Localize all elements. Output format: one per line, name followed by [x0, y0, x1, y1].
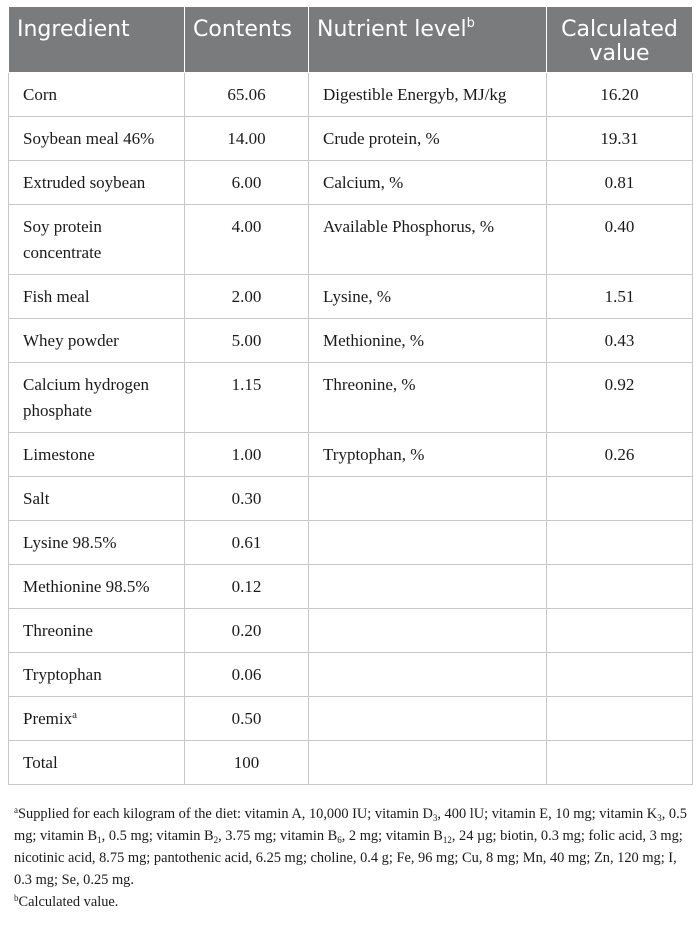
- cell-contents-text: 0.61: [231, 533, 262, 552]
- cell-contents: [185, 433, 309, 477]
- header-ingredient: Ingredient: [9, 7, 185, 73]
- cell-nutrient-level-text: Lysine, %: [323, 287, 391, 306]
- cell-calculated-value: [547, 565, 693, 609]
- cell-contents: [185, 697, 309, 741]
- cell-nutrient-level: [309, 697, 547, 741]
- header-calculated-value: Calculated value: [547, 7, 693, 73]
- cell-contents: [185, 565, 309, 609]
- cell-ingredient-text: Soybean meal 46%: [23, 129, 155, 148]
- cell-nutrient-level: [309, 565, 547, 609]
- cell-nutrient-level: [309, 609, 547, 653]
- cell-ingredient-text: Fish meal: [23, 287, 90, 306]
- cell-calculated-value: [547, 363, 693, 433]
- cell-ingredient: [9, 653, 185, 697]
- cell-ingredient: [9, 521, 185, 565]
- cell-ingredient: [9, 73, 185, 117]
- cell-ingredient-text: Calcium hydrogen phosphate: [23, 375, 150, 420]
- table-row: [9, 73, 693, 117]
- cell-ingredient: [9, 319, 185, 363]
- cell-contents-text: 0.06: [231, 665, 262, 684]
- cell-contents-text: 1.00: [231, 445, 262, 464]
- cell-nutrient-level: [309, 161, 547, 205]
- cell-ingredient: [9, 161, 185, 205]
- cell-contents: [185, 653, 309, 697]
- cell-ingredient: [9, 609, 185, 653]
- cell-nutrient-level-text: Available Phosphorus, %: [323, 217, 495, 236]
- cell-contents: [185, 117, 309, 161]
- cell-ingredient-text: Extruded soybean: [23, 173, 146, 192]
- cell-contents: [185, 741, 309, 785]
- cell-calculated-value: [547, 741, 693, 785]
- cell-calculated-value: [547, 697, 693, 741]
- cell-contents-text: 0.30: [231, 489, 262, 508]
- cell-calculated-value-text: 19.31: [600, 129, 639, 148]
- cell-calculated-value-text: 1.51: [604, 287, 635, 306]
- cell-ingredient-text: Methionine 98.5%: [23, 577, 150, 596]
- cell-calculated-value: [547, 319, 693, 363]
- cell-contents-text: 6.00: [231, 173, 262, 192]
- cell-nutrient-level: [309, 477, 547, 521]
- cell-nutrient-level: [309, 521, 547, 565]
- footnote-a-text-5: , 3.75 mg; vitamin B: [218, 828, 338, 844]
- cell-calculated-value: [547, 609, 693, 653]
- cell-ingredient-text: Whey powder: [23, 331, 119, 350]
- header-nutrient-level: [309, 7, 547, 73]
- footnote-a-sub-6: 12: [442, 835, 452, 845]
- footnote-b-text: Calculated value.: [18, 894, 119, 910]
- table-header: [9, 7, 693, 73]
- table-row: [9, 521, 693, 565]
- cell-contents: [185, 73, 309, 117]
- cell-nutrient-level-text: Methionine, %: [323, 331, 425, 350]
- cell-calculated-value-text: 0.81: [604, 173, 635, 192]
- table-footnotes: [14, 803, 690, 913]
- cell-calculated-value: [547, 205, 693, 275]
- footnote-a-sub-4: 2: [213, 835, 219, 845]
- footnote-a-sub-3: 1: [97, 835, 102, 845]
- cell-ingredient: [9, 477, 185, 521]
- footnote-a-text-1: Supplied for each kilogram of the diet: vitamin A, 10,000 IU; vitamin D: [18, 806, 433, 822]
- footnote-a-sub-5: 6: [337, 835, 342, 845]
- cell-calculated-value-text: 0.26: [604, 445, 635, 464]
- cell-calculated-value-text: 0.40: [604, 217, 635, 236]
- cell-nutrient-level: [309, 741, 547, 785]
- table-row: [9, 275, 693, 319]
- table-row: [9, 653, 693, 697]
- cell-nutrient-level-text: Crude protein, %: [323, 129, 440, 148]
- cell-calculated-value-text: 0.92: [604, 375, 635, 394]
- cell-nutrient-level: [309, 433, 547, 477]
- table-row: [9, 477, 693, 521]
- cell-contents-text: 100: [233, 753, 260, 772]
- table-row: [9, 161, 693, 205]
- cell-contents-text: 0.20: [231, 621, 262, 640]
- cell-contents-text: 1.15: [231, 375, 262, 394]
- cell-calculated-value: [547, 653, 693, 697]
- cell-calculated-value-text: 16.20: [600, 85, 639, 104]
- cell-nutrient-level: [309, 363, 547, 433]
- table-row: [9, 609, 693, 653]
- cell-calculated-value: [547, 477, 693, 521]
- table-row: [9, 363, 693, 433]
- cell-ingredient-text: Threonine: [23, 621, 93, 640]
- cell-contents: [185, 521, 309, 565]
- cell-nutrient-level: [309, 205, 547, 275]
- cell-contents: [185, 161, 309, 205]
- cell-contents-text: 14.00: [227, 129, 266, 148]
- cell-calculated-value-text: 0.43: [604, 331, 635, 350]
- header-row: [9, 7, 693, 73]
- cell-ingredient-text: Salt: [23, 489, 50, 508]
- footnote-a-text-4: , 0.5 mg; vitamin B: [101, 828, 214, 844]
- cell-ingredient: [9, 741, 185, 785]
- cell-ingredient-text: Corn: [23, 85, 57, 104]
- cell-calculated-value: [547, 433, 693, 477]
- footnote-a-sub-2: 3: [657, 813, 662, 823]
- cell-calculated-value: [547, 73, 693, 117]
- table-row: [9, 319, 693, 363]
- cell-ingredient-text: Tryptophan: [23, 665, 102, 684]
- cell-calculated-value: [547, 161, 693, 205]
- table-row: [9, 433, 693, 477]
- cell-ingredient-text: Total: [23, 753, 58, 772]
- cell-nutrient-level: [309, 117, 547, 161]
- cell-nutrient-level: [309, 653, 547, 697]
- cell-contents: [185, 477, 309, 521]
- cell-contents-text: 5.00: [231, 331, 262, 350]
- cell-nutrient-level-text: Calcium, %: [323, 173, 404, 192]
- cell-ingredient-text: Premix: [23, 709, 73, 728]
- footnote-a-text-6: , 2 mg; vitamin B: [341, 828, 443, 844]
- cell-nutrient-level: [309, 275, 547, 319]
- footnote-b-marker: b: [14, 893, 19, 903]
- cell-nutrient-level-text: Digestible Energyb, MJ/kg: [323, 85, 507, 104]
- table-body: [9, 73, 693, 785]
- cell-nutrient-level: [309, 319, 547, 363]
- diet-composition-table: [8, 6, 693, 785]
- header-contents: Contents: [185, 7, 309, 73]
- cell-contents-text: 0.12: [231, 577, 262, 596]
- footnote-a-text-7: , 24 µg; biotin, 0.3 mg; folic acid, 3 mg; nicotinic acid, 8.75 mg; pantothenic acid, 6.25 mg; choline, 0.4 g; Fe, 96 mg; Cu, 8 mg; Mn, 40 mg; Zn, 120 mg; I, 0.3 mg; Se, 0.25 mg.: [14, 828, 683, 888]
- footnote-a: [14, 803, 690, 891]
- cell-ingredient: [9, 565, 185, 609]
- footnote-a-text-3: , 0.5 mg; vitamin B: [14, 806, 687, 844]
- footnote-a-marker: a: [14, 805, 18, 815]
- cell-ingredient-text: Limestone: [23, 445, 95, 464]
- table-row: [9, 741, 693, 785]
- cell-ingredient-text: Lysine 98.5%: [23, 533, 117, 552]
- cell-contents: [185, 319, 309, 363]
- cell-contents-text: 0.50: [231, 709, 262, 728]
- cell-ingredient: [9, 117, 185, 161]
- cell-ingredient: [9, 433, 185, 477]
- cell-ingredient: [9, 697, 185, 741]
- cell-contents: [185, 275, 309, 319]
- ingredient-footnote-marker: a: [72, 709, 77, 721]
- table-row: [9, 697, 693, 741]
- cell-calculated-value: [547, 117, 693, 161]
- cell-calculated-value: [547, 275, 693, 319]
- footnote-a-sub-1: 3: [432, 813, 438, 823]
- cell-ingredient: [9, 363, 185, 433]
- header-nutrient-level-marker: b: [466, 16, 475, 31]
- cell-calculated-value: [547, 521, 693, 565]
- table-row: [9, 565, 693, 609]
- cell-ingredient-text: Soy protein concentrate: [23, 217, 102, 262]
- footnote-b: [14, 891, 690, 913]
- header-nutrient-level-text: Nutrient level: [317, 17, 467, 42]
- cell-nutrient-level-text: Threonine, %: [323, 375, 416, 394]
- table-row: [9, 117, 693, 161]
- cell-contents: [185, 609, 309, 653]
- cell-contents: [185, 363, 309, 433]
- table-row: [9, 205, 693, 275]
- cell-ingredient: [9, 275, 185, 319]
- cell-contents: [185, 205, 309, 275]
- cell-nutrient-level: [309, 73, 547, 117]
- cell-nutrient-level-text: Tryptophan, %: [323, 445, 425, 464]
- cell-contents-text: 4.00: [231, 217, 262, 236]
- cell-ingredient: [9, 205, 185, 275]
- cell-contents-text: 2.00: [231, 287, 262, 306]
- cell-contents-text: 65.06: [227, 85, 266, 104]
- footnote-a-text-2: , 400 lU; vitamin E, 10 mg; vitamin K: [437, 806, 658, 822]
